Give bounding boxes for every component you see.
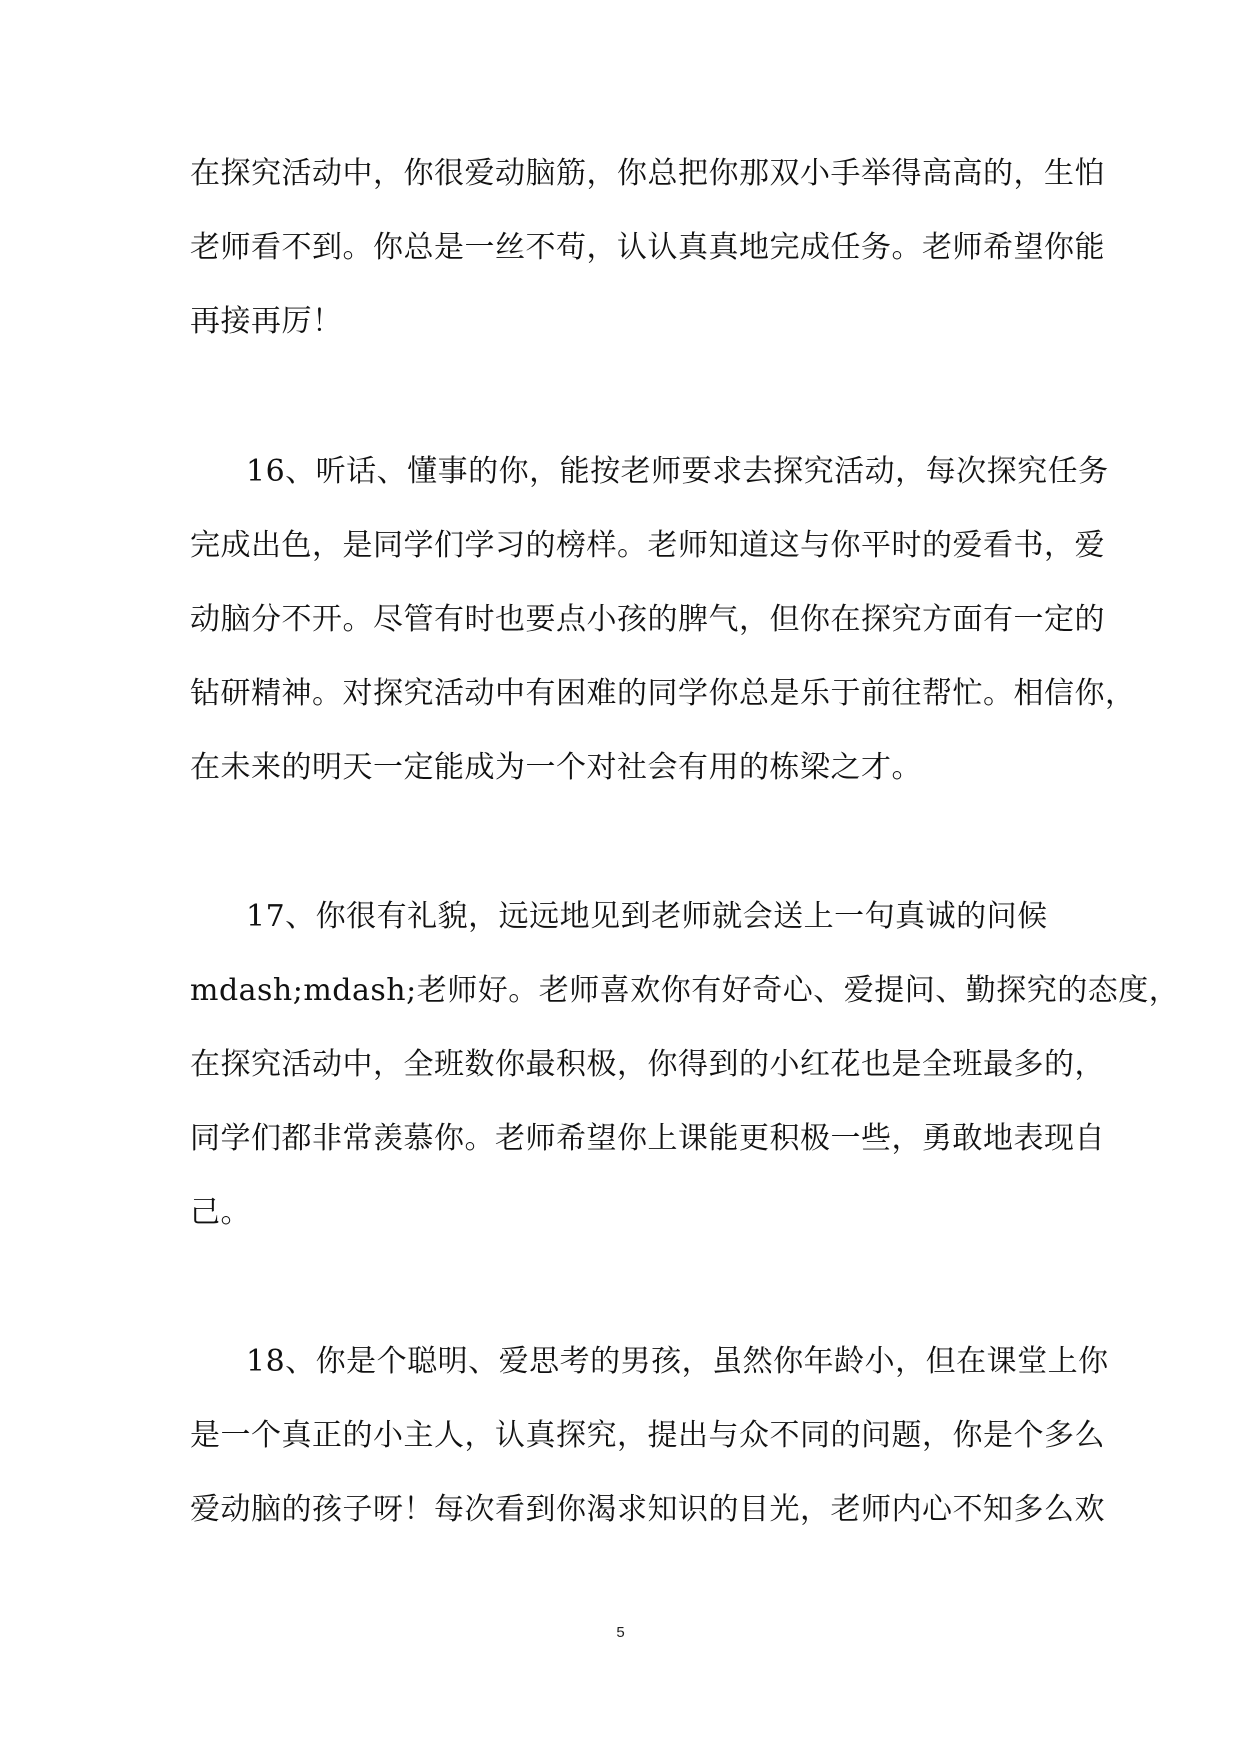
text-line: 钻研精神。对探究活动中有困难的同学你总是乐于前往帮忙。相信你， <box>190 676 1136 711</box>
text-line: 在未来的明天一定能成为一个对社会有用的栋梁之才。 <box>190 750 922 785</box>
paragraph-16 <box>190 435 1136 805</box>
text-line: 老师看不到。你总是一丝不苟，认认真真地完成任务。老师希望你能 <box>190 230 1105 265</box>
text-line: 爱动脑的孩子呀！每次看到你渴求知识的目光，老师内心不知多么欢 <box>190 1492 1105 1527</box>
text-line: 16、听话、懂事的你，能按老师要求去探究活动，每次探究任务 <box>246 454 1109 489</box>
text-line: mdash;mdash;老师好。老师喜欢你有好奇心、爱提问、勤探究的态度， <box>190 973 1180 1008</box>
paragraph-17 <box>190 880 1180 1250</box>
text-line: 18、你是个聪明、爱思考的男孩，虽然你年龄小，但在课堂上你 <box>246 1344 1109 1379</box>
text-line: 17、你很有礼貌，远远地见到老师就会送上一句真诚的问候 <box>246 899 1048 934</box>
page-number: 5 <box>616 1624 625 1641</box>
text-line: 完成出色，是同学们学习的榜样。老师知道这与你平时的爱看书，爱 <box>190 528 1105 563</box>
text-line: 在探究活动中，全班数你最积极，你得到的小红花也是全班最多的， <box>190 1047 1105 1082</box>
paragraph-continuation <box>190 137 1105 359</box>
text-line: 动脑分不开。尽管有时也要点小孩的脾气，但你在探究方面有一定的 <box>190 602 1105 637</box>
text-line: 是一个真正的小主人，认真探究，提出与众不同的问题，你是个多么 <box>190 1418 1105 1453</box>
paragraph-18 <box>190 1325 1109 1547</box>
text-line: 再接再厉！ <box>190 304 343 339</box>
text-line: 在探究活动中，你很爱动脑筋，你总把你那双小手举得高高的，生怕 <box>190 156 1105 191</box>
text-line: 同学们都非常羡慕你。老师希望你上课能更积极一些，勇敢地表现自 <box>190 1121 1105 1156</box>
text-line: 己。 <box>190 1195 251 1230</box>
